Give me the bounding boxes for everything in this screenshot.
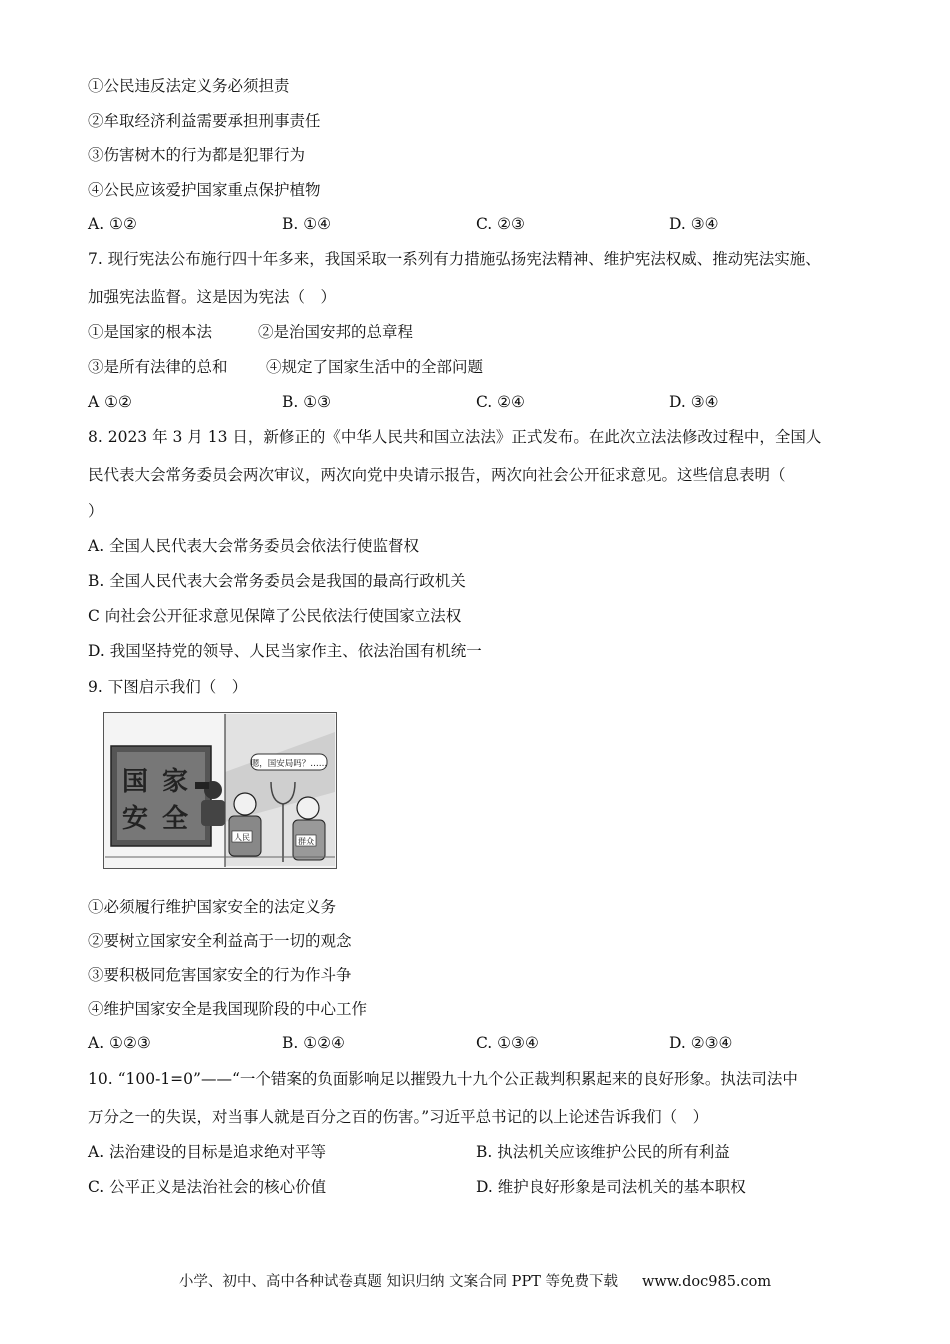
tag-people: 人民 [234,833,250,842]
q10-option-b: B. 执法机关应该维护公民的所有利益 [476,1143,730,1161]
sign-char-3: 安 [121,804,149,834]
q8-stem-line-3: ） [88,502,104,520]
q6-item-2: ②牟取经济利益需要承担刑事责任 [88,112,321,130]
q8-option-d: D. 我国坚持党的领导、人民当家作主、依法治国有机统一 [88,642,482,660]
q8-stem-line-2: 民代表大会常务委员会两次审议，两次向党中央请示报告，两次向社会公开征求意见。这些信息表明（ [88,466,786,484]
q7-option-d: D. ③④ [669,393,719,411]
q9-item-4: ④维护国家安全是我国现阶段的中心工作 [88,1000,368,1018]
q9-option-c: C. ①③④ [476,1034,539,1052]
q6-option-b: B. ①④ [282,215,332,233]
speech-bubble: 嗯，国安局吗？…… [250,759,328,769]
q10-stem-line-2: 万分之一的失误，对当事人就是百分之百的伤害。”习近平总书记的以上论述告诉我们（ ） [88,1108,709,1126]
q8-stem-line-1: 8. 2023 年 3 月 13 日，新修正的《中华人民共和国立法法》正式发布。在此次立法法修改过程中，全国人 [88,428,822,446]
q8-option-b: B. 全国人民代表大会常务委员会是我国的最高行政机关 [88,572,466,590]
sign-char-2: 家 [161,767,189,797]
q7-option-c: C. ②④ [476,393,525,411]
q7-item-2: ②是治国安邦的总章程 [258,323,414,341]
sign-char-4: 全 [161,804,189,834]
q9-item-3: ③要积极同危害国家安全的行为作斗争 [88,966,352,984]
q9-stem: 9. 下图启示我们（ ） [88,678,248,696]
q6-item-1: ①公民违反法定义务必须担责 [88,77,290,95]
footer-site-link[interactable]: www.doc985.com [641,1274,772,1290]
q6-item-3: ③伤害树木的行为都是犯罪行为 [88,146,306,164]
q9-option-d: D. ②③④ [669,1034,733,1052]
q10-option-a: A. 法治建设的目标是追求绝对平等 [88,1143,327,1161]
q6-item-4: ④公民应该爱护国家重点保护植物 [88,181,321,199]
q7-stem-line-1: 7. 现行宪法公布施行四十年多来，我国采取一系列有力措施弘扬宪法精神、维护宪法权威、推动宪法实施、 [88,250,821,268]
q9-option-b: B. ①②④ [282,1034,345,1052]
q6-option-c: C. ②③ [476,215,525,233]
q10-stem-line-1: 10. “100-1=0”——“一个错案的负面影响足以摧毁九十九个公正裁判积累起来的良好形象。执法司法中 [88,1070,798,1088]
q8-option-c: C 向社会公开征求意见保障了公民依法行使国家立法权 [88,607,462,625]
q10-option-c: C. 公平正义是法治社会的核心价值 [88,1178,327,1196]
tag-masses: 群众 [298,837,314,846]
q9-item-1: ①必须履行维护国家安全的法定义务 [88,898,337,916]
q10-option-d: D. 维护良好形象是司法机关的基本职权 [476,1178,746,1196]
national-security-cartoon [103,712,337,869]
q7-option-a: A ①② [88,393,132,411]
q7-stem-line-2: 加强宪法监督。这是因为宪法（ ） [88,288,337,306]
q7-item-1: ①是国家的根本法 [88,323,213,341]
page-footer [0,1270,950,1291]
q8-option-a: A. 全国人民代表大会常务委员会依法行使监督权 [88,537,420,555]
sign-char-1: 国 [121,767,149,797]
q6-option-a: A. ①② [88,215,137,233]
q9-item-2: ②要树立国家安全利益高于一切的观念 [88,932,352,950]
q7-option-b: B. ①③ [282,393,332,411]
q7-item-3: ③是所有法律的总和 [88,358,228,376]
q7-item-4: ④规定了国家生活中的全部问题 [266,358,484,376]
footer-text: 小学、初中、高中各种试卷真题 知识归纳 文案合同 PPT 等免费下载 [178,1274,618,1290]
q9-option-a: A. ①②③ [88,1034,151,1052]
q6-option-d: D. ③④ [669,215,719,233]
